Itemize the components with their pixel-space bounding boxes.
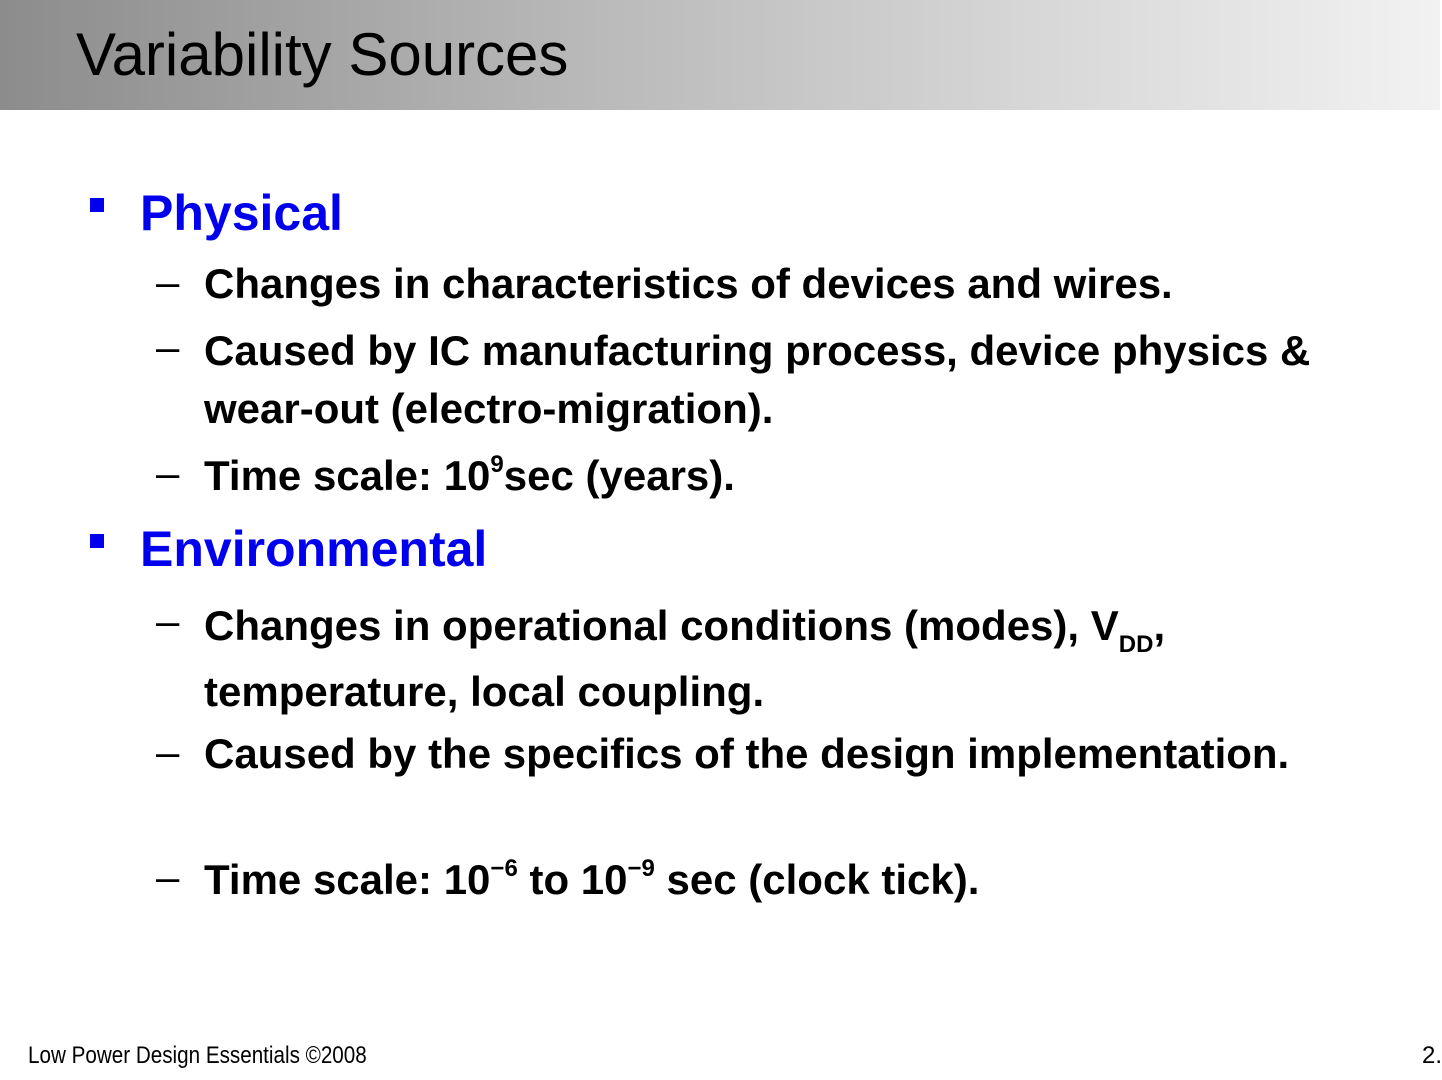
dash-bullet-icon: –	[156, 728, 180, 775]
slide-number: 2.	[1422, 1042, 1442, 1069]
dash-bullet-icon: –	[156, 323, 180, 370]
square-bullet-icon	[90, 198, 104, 212]
section-heading-physical: Physical	[140, 185, 343, 241]
bullet-environmental-changes: Changes in operational conditions (modes), $V_{DD}$, temperature, local coupling.	[204, 602, 1166, 715]
bullet-physical-time-scale: Time scale: $10^9\sec$ (years).	[204, 451, 735, 499]
section-heading-environmental: Environmental	[140, 521, 488, 577]
square-bullet-icon	[90, 534, 104, 548]
dash-bullet-icon: –	[156, 449, 180, 496]
dash-bullet-icon: –	[156, 597, 180, 644]
footer-copyright: Low Power Design Essentials ©2008	[28, 1042, 367, 1069]
bullet-environmental-caused-by: Caused by the specifics of the design implementation.	[204, 730, 1290, 777]
bullet-physical-caused-by: Caused by IC manufacturing process, device physics & wear-out (electro-migration).	[204, 327, 1311, 432]
slide-title: Variability Sources	[76, 21, 569, 88]
bullet-physical-changes: Changes in characteristics of devices and wires.	[204, 260, 1173, 307]
dash-bullet-icon: –	[156, 853, 180, 900]
bullet-environmental-time-scale: Time scale: $10^{-6}$ to $10^{-9}$ sec (clock tick).	[204, 855, 980, 903]
dash-bullet-icon: –	[156, 258, 180, 305]
